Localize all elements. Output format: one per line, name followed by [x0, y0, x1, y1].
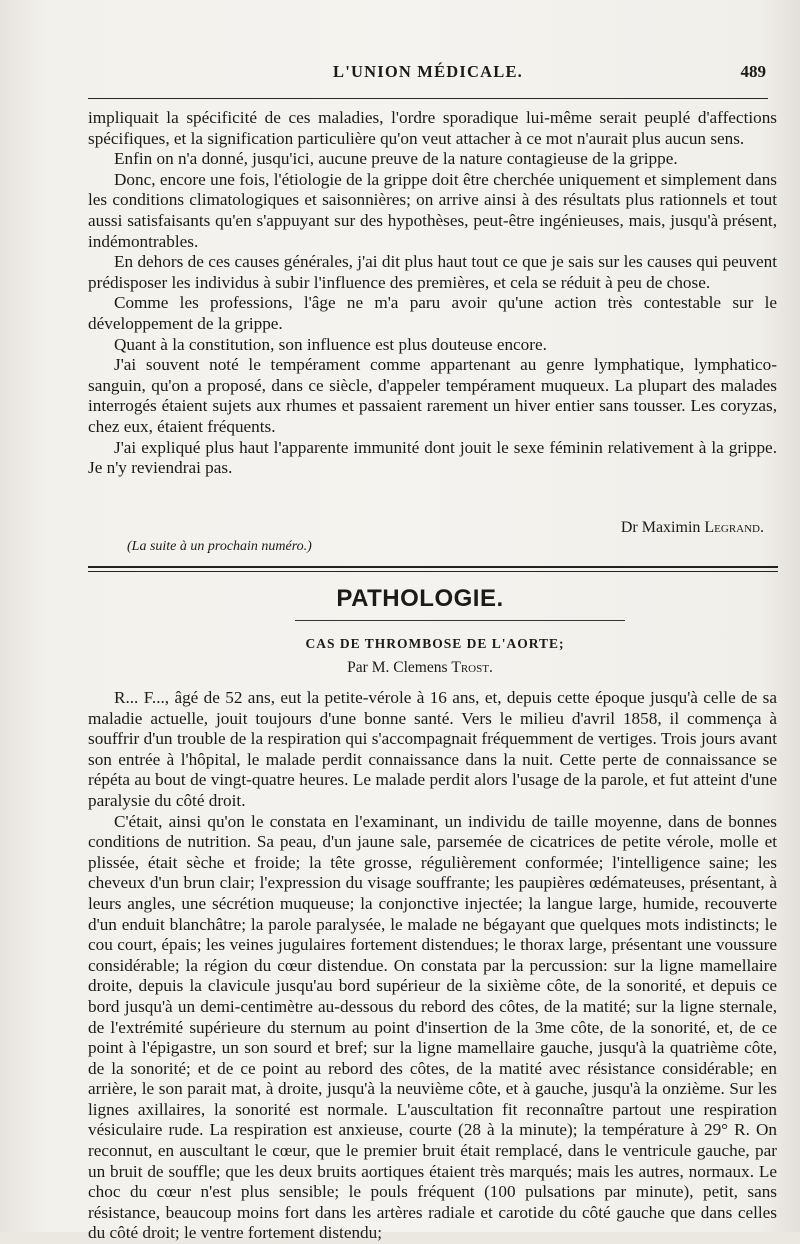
- paragraph: Comme les professions, l'âge ne m'a paru avoir qu'une action très contestable sur le développement de la grippe.: [88, 293, 777, 333]
- section-divider: [88, 566, 778, 568]
- signature-surname: Legrand.: [704, 519, 764, 536]
- byline-surname: Trost.: [451, 659, 493, 676]
- signature-prefix: Dr Maximin: [620, 519, 701, 536]
- grippe-article-ending: [88, 108, 777, 479]
- header-rule: [88, 98, 768, 99]
- paragraph: Donc, encore une fois, l'étiologie de la grippe doit être cherchée uniquement et simplement dans les conditions climatologiques et saisonnières; on arrive ainsi à des résultats plus rationnels et tout aussi satisfaisants qu'en s'appuyant sur des hypothèses, peut-être ingénieuses, mais, jusqu'à présent, indémontrables.: [88, 169, 777, 251]
- thrombosis-article-body: [88, 688, 777, 1244]
- paragraph: En dehors de ces causes générales, j'ai dit plus haut tout ce que je sais sur les causes qui peuvent prédisposer les individus à subir l'influence des premières, et cela se réduit à peu de chose.: [88, 252, 777, 292]
- paragraph: J'ai expliqué plus haut l'apparente immunité dont jouit le sexe féminin relativement à la grippe. Je n'y reviendrai pas.: [88, 437, 777, 478]
- byline-prefix: Par M. Clemens: [347, 659, 448, 676]
- paragraph: impliquait la spécificité de ces maladies, l'ordre sporadique lui-même serait peuplé d'affections spécifiques, et la signification particulière qu'on veut attacher à ce mot n'aurait plus aucun sens.: [88, 108, 777, 148]
- article-byline: [0, 659, 800, 677]
- title-rule: [295, 620, 625, 621]
- paragraph: Quant à la constitution, son influence est plus douteuse encore.: [114, 334, 547, 354]
- paragraph: R... F..., âgé de 52 ans, eut la petite-vérole à 16 ans, et, depuis cette époque jusqu'à celle de sa maladie actuelle, jouit toujours d'une bonne santé. Vers le milieu d'avril 1858, il commença à souffrir d'un trouble de la respiration qui s'accompagnait fréquemment de vertiges. Trois jours avant son entrée à l'hôpital, le malade perdit connaissance dans la nuit. Cette perte de connaissance se répéta au bout de vingt-quatre heures. Le malade perdit alors l'usage de la parole, et fut atteint d'une paralysie du côté droit.: [88, 688, 777, 810]
- running-title: L'UNION MÉDICALE.: [332, 62, 523, 81]
- paragraph: Enfin on n'a donné, jusqu'ici, aucune preuve de la nature contagieuse de la grippe.: [114, 149, 678, 169]
- author-signature: [621, 519, 764, 537]
- continuation-note: (La suite à un prochain numéro.): [127, 539, 312, 554]
- section-divider-thin: [88, 571, 778, 572]
- page-number: 489: [740, 62, 766, 81]
- paragraph: C'était, ainsi qu'on le constata en l'examinant, un individu de taille moyenne, dans de bonnes conditions de nutrition. Sa peau, d'un jaune sale, parsemée de cicatrices de petite vérole, molle et plissée, était sèche et froide; la tête grosse, régulièrement conformée; l'intelligence saine; les cheveux d'un brun clair; l'expression du visage souffrante; les paupières œdémateuses, présentant, à leurs angles, une sécrétion muqueuse; la conjonctive injectée; la langue large, humide, recouverte d'un enduit blanchâtre; la parole paralysée, le malade ne bégayant que quelques mots indistincts; le cou court, épais; les veines jugulaires fortement distendues; le thorax large, présentant une voussure considérable; la région du cœur distendue. On constata par la percussion: sur la ligne mamellaire droite, depuis la clavicule jusqu'au bord supérieur de la sixième côte, de la sonorité, et depuis ce bord jusqu'à un demi-centimètre au-dessous du rebord des côtes, de la matité; sur la ligne sternale, de l'extrémité supérieure du sternum au point d'insertion de la 3me côte, de la sonorité, et, de ce point à l'épigastre, un son sourd et bref; sur la ligne mamellaire gauche, jusqu'à la quatrième côte, de la sonorité; et de ce point au rebord des côtes, de la matité avec résistance considérable; en arrière, le son parait mat, à droite, jusqu'à la neuvième côte, et à gauche, jusqu'à la onzième. Sur les lignes axillaires, la sonorité est normale. L'auscultation fit reconnaître partout une respiration vésiculaire rude. La respiration est anxieuse, courte (28 à la minute); la température à 29° R. On reconnut, en auscultant le cœur, que le premier bruit était remplacé, dans le ventricule gauche, par un bruit de souffle; que les deux bruits aortiques étaient très marqués; mais les autres, normaux. Le choc du cœur n'est plus sensible; le pouls fréquent (100 pulsations par minute), petit, sans résistance, beaucoup moins fort dans les artères radiale et carotide du côté gauche que dans celles du côté droit; le ventre fortement distendu;: [88, 811, 777, 1243]
- section-title: PATHOLOGIE.: [336, 585, 504, 612]
- article-title: CAS DE THROMBOSE DE L'AORTE;: [305, 636, 565, 651]
- paragraph: J'ai souvent noté le tempérament comme appartenant au genre lymphatique, lymphatico-sanguin, qu'on a proposé, dans ce siècle, d'appeler tempérament muqueux. La plupart des malades interrogés étaient sujets aux rhumes et passaient rarement un hiver entier sans tousser. Les coryzas, chez eux, étaient fréquents.: [88, 355, 777, 436]
- running-head: [88, 62, 768, 86]
